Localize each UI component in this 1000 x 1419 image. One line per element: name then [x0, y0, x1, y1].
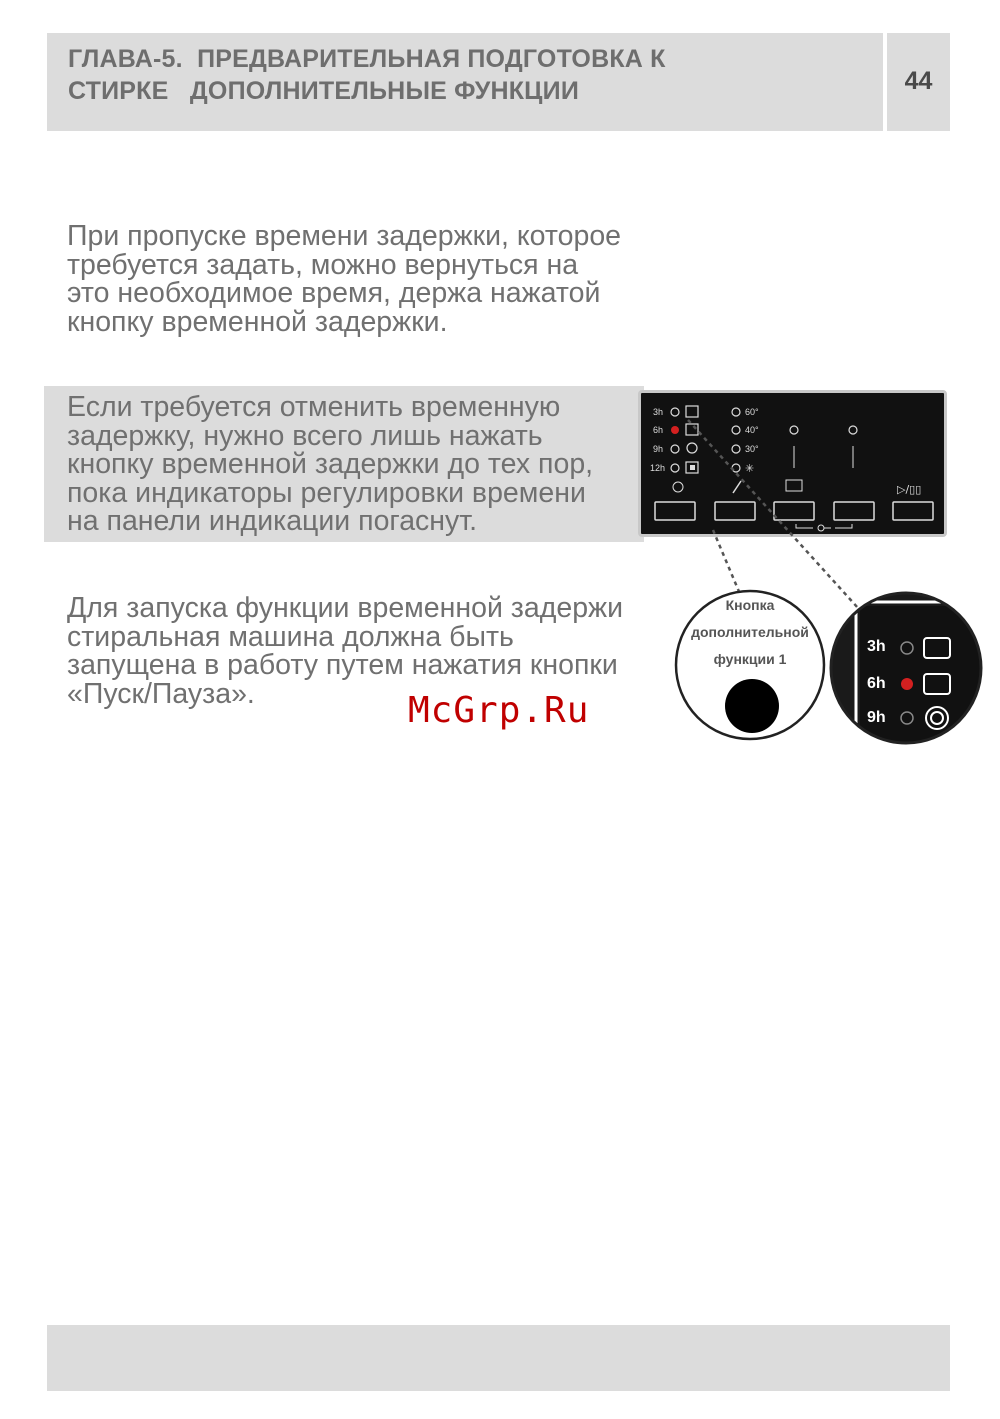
temp-label-30: 30° — [745, 444, 759, 454]
zoom-led-6h-active — [901, 678, 913, 690]
delay-label-9h: 9h — [653, 444, 664, 454]
delay-label-6h: 6h — [653, 425, 664, 435]
callout-line-3: функции 1 — [713, 651, 787, 667]
paragraph-line: требуется задать, можно вернуться на — [67, 248, 579, 281]
temp-label-40: 40° — [745, 425, 759, 435]
watermark: McGrp.Ru — [408, 690, 590, 731]
page-footer — [47, 1325, 950, 1391]
delay-label-12h: 12h — [650, 463, 666, 473]
option-button-graphic — [725, 679, 779, 733]
page-number: 44 — [904, 67, 933, 95]
paragraph-line: стиральная машина должна быть — [67, 620, 514, 653]
zoom-label-3h: 3h — [867, 638, 886, 655]
paragraph-line: на панели индикации погаснут. — [67, 505, 478, 537]
paragraph-line: запущена в работу путем нажатия кнопки — [67, 649, 618, 681]
chapter-title-line-1: ГЛАВА-5. ПРЕДВАРИТЕЛЬНАЯ ПОДГОТОВКА К — [68, 45, 666, 73]
paragraph-line: задержку, нужно всего лишь нажать — [67, 419, 543, 452]
delay-label-3h: 3h — [653, 407, 664, 417]
zoom-leader — [688, 420, 858, 608]
start-pause-icon: ▷/▯▯ — [897, 483, 922, 496]
paragraph-line: кнопку временной задержки. — [67, 305, 448, 338]
callout-line-2: дополнительной — [691, 624, 809, 640]
zoom-label-9h: 9h — [867, 709, 886, 726]
temp-label-60: 60° — [745, 407, 759, 417]
paragraph-line: Для запуска функции временной задержи — [67, 592, 624, 624]
paragraph-line: кнопку временной задержки до тех пор, — [67, 448, 594, 480]
chapter-title-line-2: СТИРКЕ ДОПОЛНИТЕЛЬНЫЕ ФУНКЦИИ — [68, 77, 579, 105]
paragraph-line: «Пуск/Пауза». — [67, 677, 255, 710]
paragraph-line: Если требуется отменить временную — [67, 391, 561, 423]
paragraph-line: При пропуске времени задержки, которое — [67, 220, 622, 252]
paragraph-line: это необходимое время, держа нажатой — [67, 277, 601, 309]
callout-line-1: Кнопка — [725, 597, 775, 613]
zoom-label-6h: 6h — [867, 675, 886, 692]
paragraph-line: пока индикаторы регулировки времени — [67, 476, 586, 509]
callout-label — [683, 592, 817, 673]
callout-leader — [713, 530, 740, 594]
cold-icon: ✳ — [745, 462, 755, 475]
